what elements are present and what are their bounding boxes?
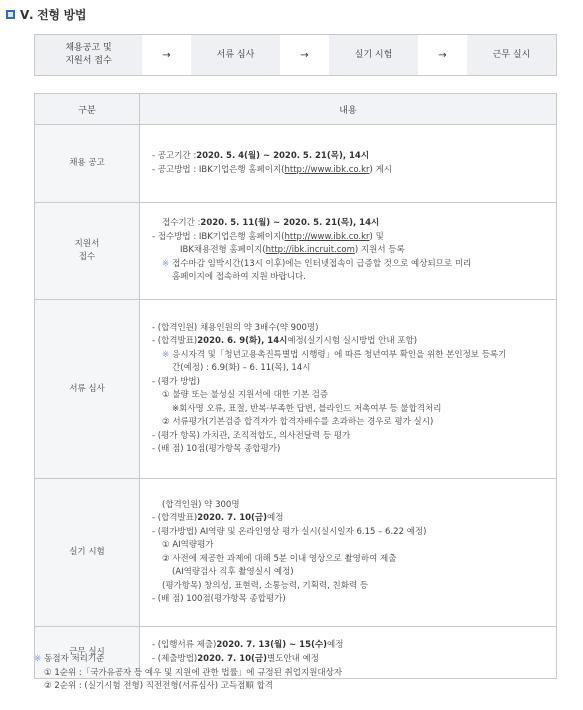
text: 별도안내 예정 — [267, 653, 319, 664]
table-row — [35, 479, 557, 627]
text: 간(예정) : 6.9(화) – 6. 11(목), 14시 — [172, 363, 311, 373]
text: - (평가방법) AI역량 및 온라인영상 평가 실시(실시일자 6.15 – 6.22 예정) — [152, 526, 427, 537]
table-row — [35, 125, 557, 203]
selection-process-table — [34, 93, 557, 679]
row-content — [140, 125, 557, 203]
arrow-right-icon: → — [438, 49, 447, 61]
flow-step-announcement — [35, 35, 142, 75]
text-line — [152, 593, 546, 607]
row-content — [140, 300, 557, 479]
text-line — [152, 322, 546, 336]
text-line — [152, 499, 546, 513]
text-line — [152, 231, 546, 245]
text: - (평가 항목) 가치관, 조직적합도, 의사전달력 등 평가 — [152, 430, 351, 441]
category-line: 지원서 — [74, 239, 100, 249]
flow-step-label: 근무 실시 — [492, 49, 531, 60]
text: 응시자격 및「청년고용촉진특별법 시행령」에 따른 청년여부 확인을 위한 본인정보 등록기 — [172, 349, 507, 360]
text: 접수마감 임박시간(13시 이후)에는 인터넷접속이 급증할 것으로 예상되므로 미리 — [172, 258, 472, 269]
header-content: 내용 — [140, 94, 557, 125]
category-line: 접수 — [78, 252, 96, 262]
text: - 접수방법 : IBK기업은행 홈페이지( — [152, 231, 285, 242]
text: ① AI역량평가 — [162, 540, 214, 550]
text: (합격인원) 약 300명 — [162, 499, 240, 510]
flow-step-work-start — [467, 35, 556, 75]
text: ② 사전에 제공한 과제에 대해 5분 이내 영상으로 촬영하여 제출 — [162, 553, 397, 564]
text: 예정 — [326, 640, 344, 650]
text: - (합격발표) — [152, 513, 198, 523]
text-line — [34, 667, 342, 681]
text-line — [152, 553, 546, 567]
text-line — [152, 512, 546, 526]
text: ① 불량 또는 불성실 지원서에 대한 기본 검증 — [162, 390, 329, 400]
row-content — [140, 203, 557, 300]
text: (평가항목) 창의성, 표현력, 소통능력, 기획력, 친화력 등 — [162, 580, 369, 591]
date: 2020. 7. 10(금) — [197, 513, 268, 523]
note-mark-icon: ※ — [162, 258, 170, 269]
text: 예정 — [267, 513, 284, 523]
note-mark-icon: ※ — [34, 654, 42, 664]
text: ) 지원서 등록 — [354, 245, 405, 256]
flow-step-label: 채용공고 및 — [65, 43, 112, 53]
date: 2020. 6. 9(화), 14시 — [197, 336, 288, 346]
text: 홈페이지에 접속하여 지원 바랍니다. — [172, 272, 306, 283]
date: 2020. 7. 10(금) — [197, 653, 268, 664]
text: - (배 점) 100점(평가항목 종합평가) — [152, 594, 286, 604]
text-line — [152, 389, 546, 403]
note-title-line — [34, 653, 342, 667]
text-line — [152, 150, 546, 164]
note-mark-icon: ※ — [162, 349, 170, 360]
text: - (배 점) 10점(평가항목 종합평가) — [152, 444, 281, 454]
flow-step-label: 실기 시험 — [354, 49, 393, 60]
text-line — [152, 244, 546, 258]
text-line — [152, 539, 546, 553]
section-heading — [6, 6, 86, 22]
arrow-right-icon: → — [300, 49, 309, 61]
table-row — [35, 300, 557, 479]
row-content — [140, 479, 557, 627]
text-line — [152, 639, 546, 653]
text-line — [152, 443, 546, 457]
text-line — [152, 217, 546, 231]
text: ② 서류평가(기본검증 합격자가 합격자배수를 초과하는 경우로 평가 실시) — [162, 417, 434, 427]
row-category: 실기 시험 — [35, 479, 140, 627]
text: ① 1순위 :「국가유공자 등 예우 및 지원에 관한 법률」에 규정된 취업지원대상자 — [44, 667, 343, 678]
flow-step-document-review — [191, 35, 280, 75]
text-line — [152, 430, 546, 444]
text: - (합격인원) 채용인원의 약 3배수(약 900명) — [152, 322, 319, 333]
text-line — [152, 164, 546, 178]
text-line — [152, 580, 546, 594]
text: (AI역량검사 직후 촬영실시 예정) — [172, 567, 294, 577]
section-title: Ⅴ. 전형 방법 — [20, 7, 87, 22]
text: - 공고기간 : — [152, 151, 197, 161]
text-line — [152, 376, 546, 390]
text: 예정(실기시험 실시방법 안내 포함) — [287, 336, 418, 346]
ibk-link[interactable]: http://www.ibk.co.kr — [284, 164, 370, 175]
row-category: 채용 공고 — [35, 125, 140, 203]
text: ※회사명 오류, 표절, 반복·부족한 답변, 블라인드 저촉여부 등 불합격처리 — [172, 403, 442, 414]
text: - (합격발표) — [152, 336, 198, 346]
row-category: 서류 심사 — [35, 300, 140, 479]
date-range: 2020. 5. 4(월) ~ 2020. 5. 21(목), 14시 — [196, 151, 370, 161]
table-row — [35, 203, 557, 300]
text-line — [152, 258, 546, 272]
flow-step-label: 서류 심사 — [216, 49, 255, 60]
text-line — [152, 335, 546, 349]
text-line — [152, 416, 546, 430]
table-header-row — [35, 94, 557, 125]
text-line — [152, 566, 546, 580]
row-category — [35, 203, 140, 300]
row-category: 근무 실시 — [35, 627, 140, 679]
text: 접수기간 : — [162, 218, 201, 229]
date-range: 2020. 7. 13(월) ~ 15(수) — [216, 640, 327, 650]
text: - (제출방법) — [152, 653, 198, 664]
note-title: 동점자 처리기준 — [44, 654, 105, 664]
arrow-right-icon: → — [162, 49, 171, 61]
incruit-link[interactable]: http://ibk.incruit.com — [265, 245, 355, 256]
ibk-link[interactable]: http://www.ibk.co.kr — [284, 231, 370, 242]
text: IBK채용전형 홈페이지( — [180, 245, 266, 256]
text: - (입행서류 제출) — [152, 640, 217, 650]
text-line — [152, 362, 546, 376]
text-line — [152, 403, 546, 417]
date-range: 2020. 5. 11(월) ~ 2020. 5. 21(목), 14시 — [200, 218, 380, 229]
text: ② 2순위 : (실기시험 전형) 직전전형(서류심사) 고득점順 합격 — [44, 681, 274, 691]
square-bullet-icon — [6, 10, 15, 19]
flow-step-practical-test — [329, 35, 418, 75]
tie-break-note — [34, 653, 342, 694]
text-line — [34, 680, 342, 694]
text-line — [152, 526, 546, 540]
text: - (평가 방법) — [152, 376, 200, 387]
text: ) 게시 — [369, 164, 392, 175]
flow-step-label: 지원서 접수 — [65, 56, 112, 66]
text: ) 및 — [369, 231, 384, 242]
text-line — [152, 349, 546, 363]
header-category: 구분 — [35, 94, 140, 125]
text: - 공고방법 : IBK기업은행 홈페이지( — [152, 164, 285, 175]
text-line — [152, 271, 546, 285]
process-flow — [34, 34, 557, 76]
